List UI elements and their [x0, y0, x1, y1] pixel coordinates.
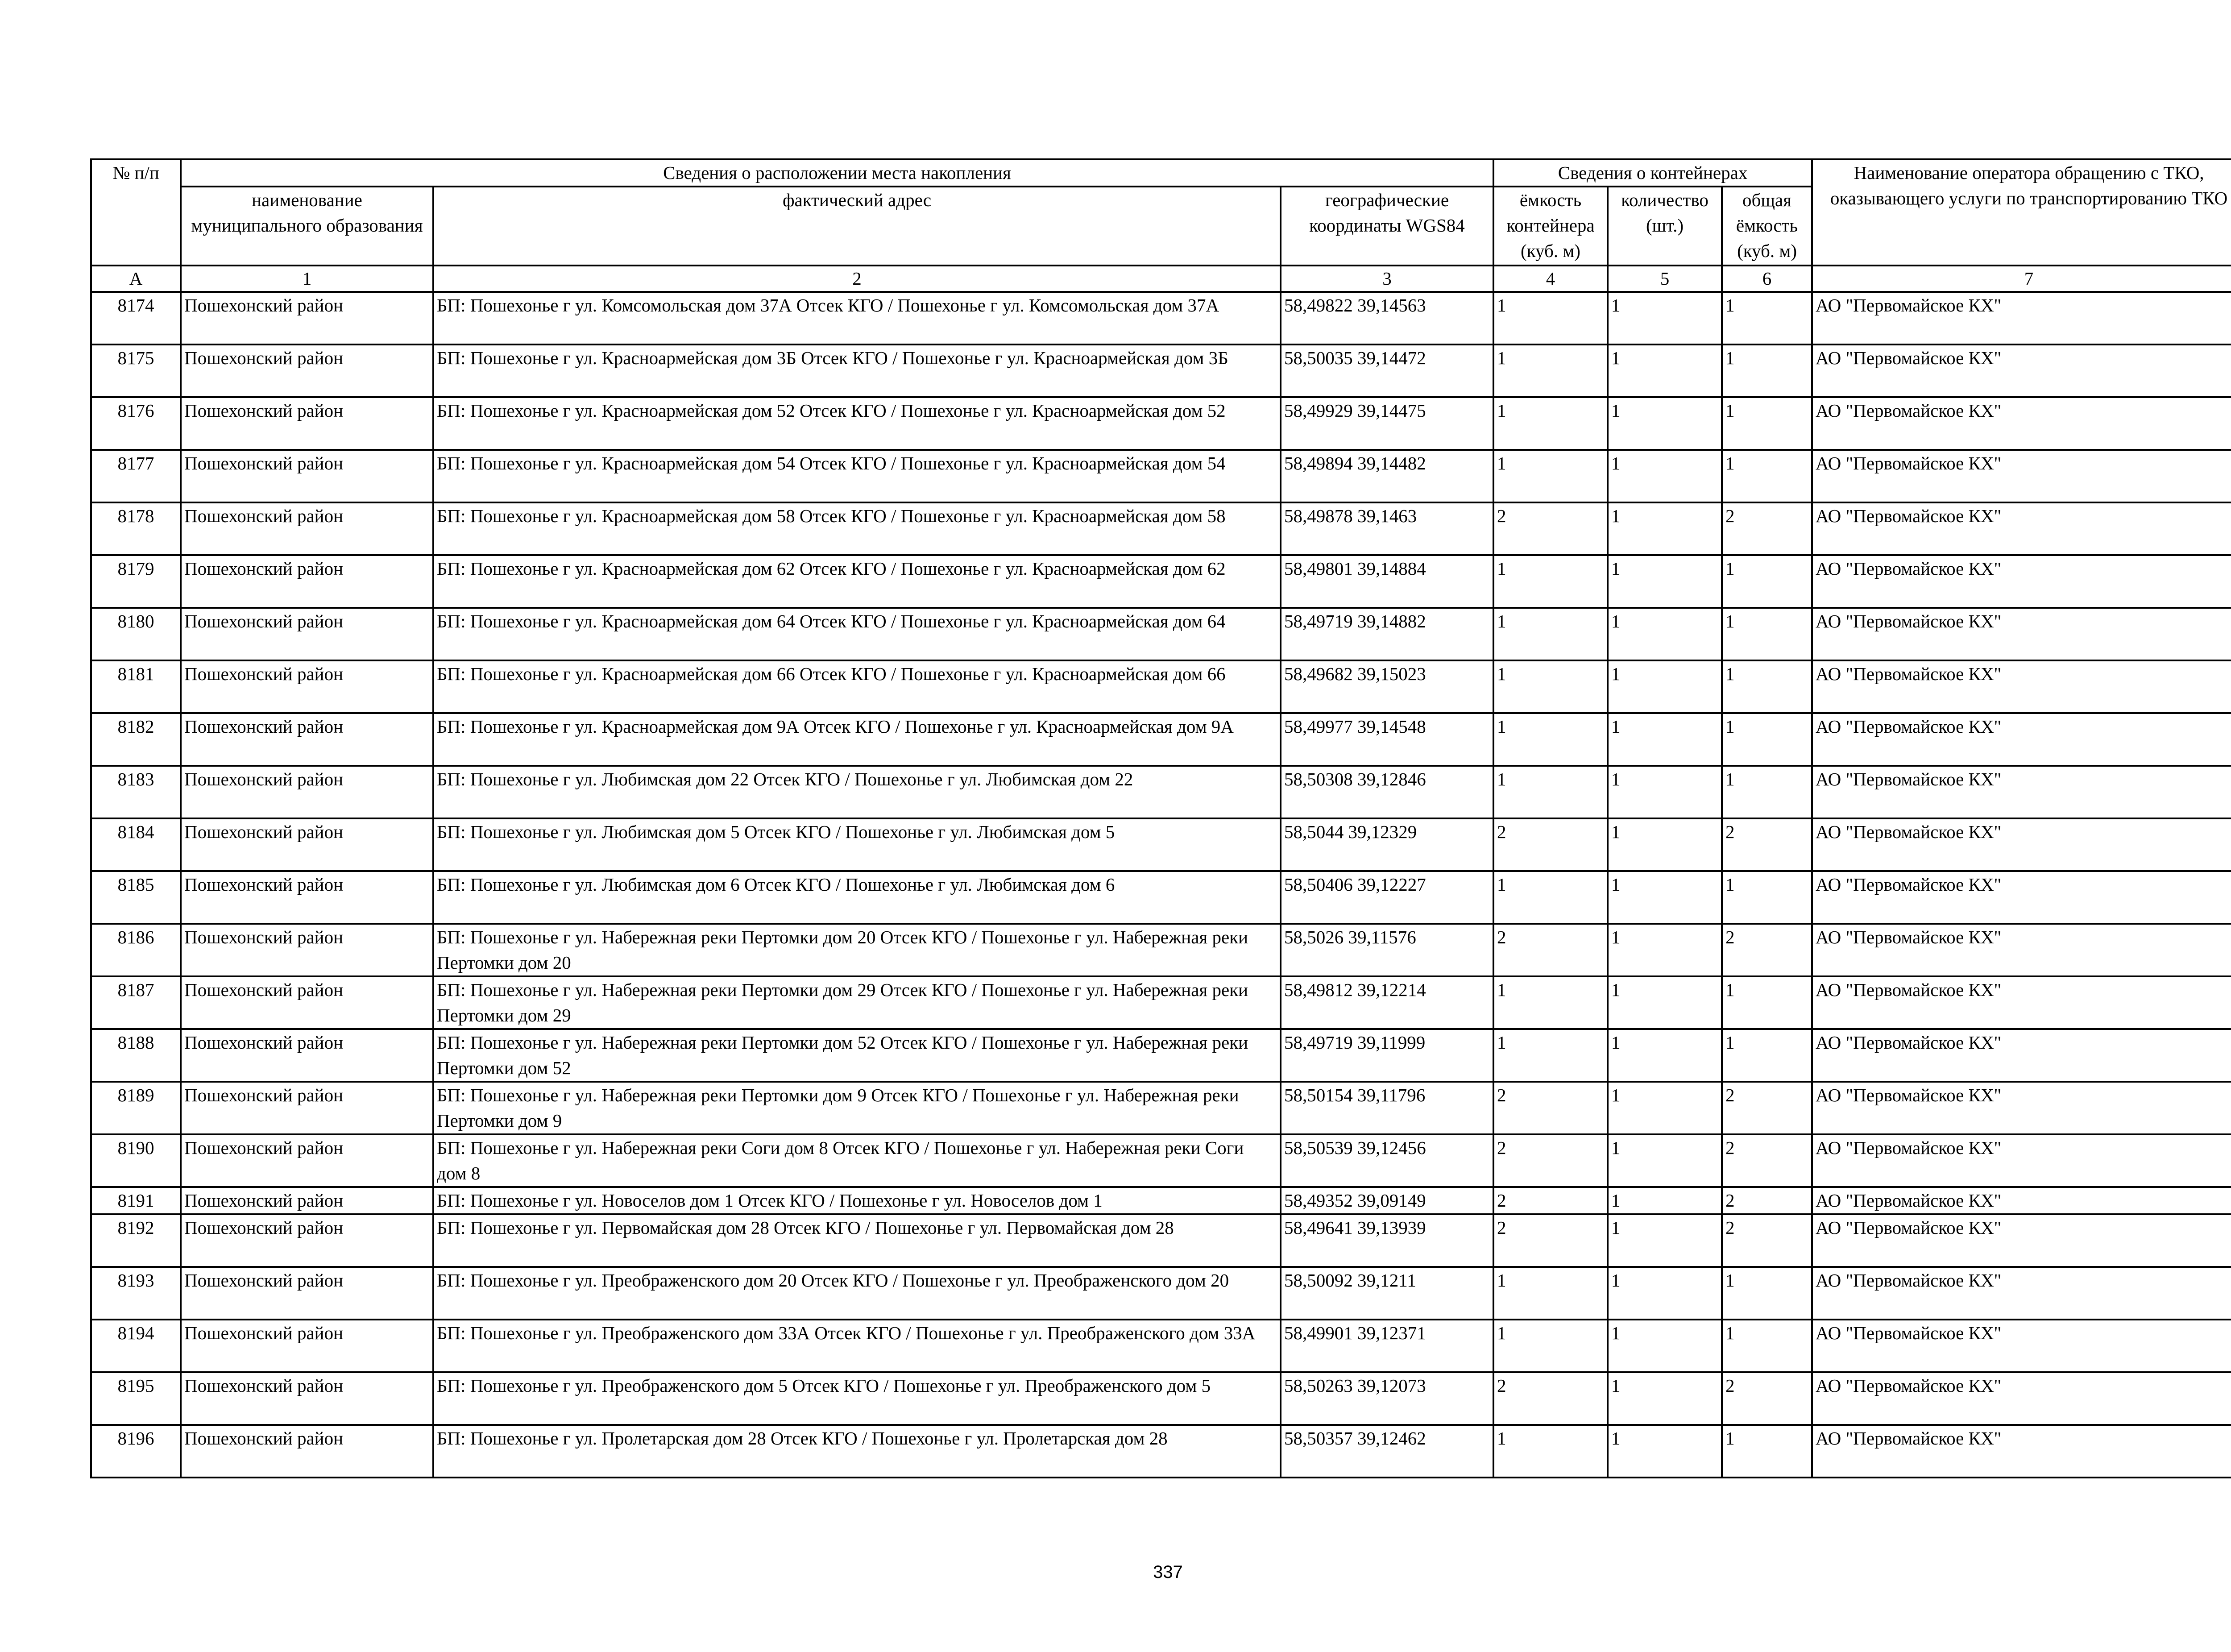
- address-cell: БП: Пошехонье г ул. Первомайская дом 28 Отсек КГО / Пошехонье г ул. Первомайская дом 28: [433, 1214, 1281, 1267]
- row-number: 8193: [91, 1267, 181, 1320]
- row-number: 8194: [91, 1320, 181, 1372]
- municipality-cell: Пошехонский район: [181, 345, 433, 397]
- operator-cell: АО "Первомайское КХ": [1812, 924, 2231, 976]
- row-number: 8180: [91, 608, 181, 660]
- capacity-cell: 2: [1493, 1214, 1608, 1267]
- header-row-number: № п/п: [91, 159, 181, 266]
- total-capacity-cell: 1: [1722, 397, 1812, 450]
- quantity-cell: 1: [1608, 292, 1722, 345]
- coordinates-cell: 58,50154 39,11796: [1281, 1082, 1493, 1134]
- row-number: 8192: [91, 1214, 181, 1267]
- quantity-cell: 1: [1608, 713, 1722, 766]
- column-index: 7: [1812, 266, 2231, 292]
- coordinates-cell: 58,50406 39,12227: [1281, 871, 1493, 924]
- address-cell: БП: Пошехонье г ул. Преображенского дом 5 Отсек КГО / Пошехонье г ул. Преображенского дом 5: [433, 1372, 1281, 1425]
- row-number: 8191: [91, 1187, 181, 1214]
- table-row: [91, 871, 2231, 924]
- total-capacity-cell: 1: [1722, 660, 1812, 713]
- total-capacity-cell: 1: [1722, 713, 1812, 766]
- address-cell: БП: Пошехонье г ул. Красноармейская дом 66 Отсек КГО / Пошехонье г ул. Красноармейская дом 66: [433, 660, 1281, 713]
- column-index: 3: [1281, 266, 1493, 292]
- table-row: [91, 1214, 2231, 1267]
- table-row: [91, 1082, 2231, 1134]
- table-row: [91, 1320, 2231, 1372]
- column-index: 2: [433, 266, 1281, 292]
- quantity-cell: 1: [1608, 345, 1722, 397]
- address-cell: БП: Пошехонье г ул. Красноармейская дом 54 Отсек КГО / Пошехонье г ул. Красноармейская дом 54: [433, 450, 1281, 502]
- address-cell: БП: Пошехонье г ул. Любимская дом 22 Отсек КГО / Пошехонье г ул. Любимская дом 22: [433, 766, 1281, 818]
- total-capacity-cell: 1: [1722, 1320, 1812, 1372]
- table-row: [91, 924, 2231, 976]
- capacity-cell: 1: [1493, 450, 1608, 502]
- municipality-cell: Пошехонский район: [181, 871, 433, 924]
- row-number: 8185: [91, 871, 181, 924]
- municipality-cell: Пошехонский район: [181, 1372, 433, 1425]
- capacity-cell: 2: [1493, 1082, 1608, 1134]
- total-capacity-cell: 2: [1722, 1214, 1812, 1267]
- address-cell: БП: Пошехонье г ул. Любимская дом 6 Отсек КГО / Пошехонье г ул. Любимская дом 6: [433, 871, 1281, 924]
- operator-cell: АО "Первомайское КХ": [1812, 660, 2231, 713]
- quantity-cell: 1: [1608, 924, 1722, 976]
- table-row: [91, 1187, 2231, 1214]
- quantity-cell: 1: [1608, 766, 1722, 818]
- operator-cell: АО "Первомайское КХ": [1812, 976, 2231, 1029]
- municipality-cell: Пошехонский район: [181, 924, 433, 976]
- municipality-cell: Пошехонский район: [181, 818, 433, 871]
- table-row: [91, 502, 2231, 555]
- quantity-cell: 1: [1608, 1267, 1722, 1320]
- operator-cell: АО "Первомайское КХ": [1812, 1372, 2231, 1425]
- operator-cell: АО "Первомайское КХ": [1812, 1082, 2231, 1134]
- capacity-cell: 1: [1493, 976, 1608, 1029]
- row-number: 8184: [91, 818, 181, 871]
- municipality-cell: Пошехонский район: [181, 1267, 433, 1320]
- municipality-cell: Пошехонский район: [181, 713, 433, 766]
- address-cell: БП: Пошехонье г ул. Красноармейская дом 52 Отсек КГО / Пошехонье г ул. Красноармейская дом 52: [433, 397, 1281, 450]
- row-number: 8186: [91, 924, 181, 976]
- quantity-cell: 1: [1608, 1320, 1722, 1372]
- quantity-cell: 1: [1608, 397, 1722, 450]
- capacity-cell: 1: [1493, 1029, 1608, 1082]
- coordinates-cell: 58,49719 39,14882: [1281, 608, 1493, 660]
- quantity-cell: 1: [1608, 1082, 1722, 1134]
- total-capacity-cell: 1: [1722, 976, 1812, 1029]
- coordinates-cell: 58,50263 39,12073: [1281, 1372, 1493, 1425]
- column-index: 1: [181, 266, 433, 292]
- coordinates-cell: 58,49641 39,13939: [1281, 1214, 1493, 1267]
- capacity-cell: 1: [1493, 1320, 1608, 1372]
- quantity-cell: 1: [1608, 1029, 1722, 1082]
- quantity-cell: 1: [1608, 450, 1722, 502]
- coordinates-cell: 58,49719 39,11999: [1281, 1029, 1493, 1082]
- capacity-cell: 2: [1493, 502, 1608, 555]
- total-capacity-cell: 2: [1722, 1134, 1812, 1187]
- capacity-cell: 2: [1493, 818, 1608, 871]
- address-cell: БП: Пошехонье г ул. Новоселов дом 1 Отсек КГО / Пошехонье г ул. Новоселов дом 1: [433, 1187, 1281, 1214]
- capacity-cell: 1: [1493, 713, 1608, 766]
- operator-cell: АО "Первомайское КХ": [1812, 766, 2231, 818]
- quantity-cell: 1: [1608, 976, 1722, 1029]
- address-cell: БП: Пошехонье г ул. Набережная реки Пертомки дом 29 Отсек КГО / Пошехонье г ул. Набережная реки Пертомки дом 29: [433, 976, 1281, 1029]
- coordinates-cell: 58,49977 39,14548: [1281, 713, 1493, 766]
- capacity-cell: 1: [1493, 660, 1608, 713]
- coordinates-cell: 58,50357 39,12462: [1281, 1425, 1493, 1478]
- row-number: 8183: [91, 766, 181, 818]
- coordinates-cell: 58,49822 39,14563: [1281, 292, 1493, 345]
- row-number: 8179: [91, 555, 181, 608]
- capacity-cell: 1: [1493, 292, 1608, 345]
- operator-cell: АО "Первомайское КХ": [1812, 502, 2231, 555]
- address-cell: БП: Пошехонье г ул. Набережная реки Пертомки дом 20 Отсек КГО / Пошехонье г ул. Набережная реки Пертомки дом 20: [433, 924, 1281, 976]
- table-row: [91, 555, 2231, 608]
- operator-cell: АО "Первомайское КХ": [1812, 871, 2231, 924]
- quantity-cell: 1: [1608, 1372, 1722, 1425]
- total-capacity-cell: 1: [1722, 345, 1812, 397]
- operator-cell: АО "Первомайское КХ": [1812, 1267, 2231, 1320]
- municipality-cell: Пошехонский район: [181, 1425, 433, 1478]
- coordinates-cell: 58,49878 39,1463: [1281, 502, 1493, 555]
- total-capacity-cell: 1: [1722, 1267, 1812, 1320]
- table-row: [91, 345, 2231, 397]
- table-row: [91, 713, 2231, 766]
- table-row: [91, 766, 2231, 818]
- header-operator: Наименование оператора обращению с ТКО, оказывающего услуги по транспортированию ТКО: [1812, 159, 2231, 266]
- capacity-cell: 2: [1493, 1134, 1608, 1187]
- coordinates-cell: 58,5026 39,11576: [1281, 924, 1493, 976]
- municipality-cell: Пошехонский район: [181, 502, 433, 555]
- total-capacity-cell: 1: [1722, 1425, 1812, 1478]
- operator-cell: АО "Первомайское КХ": [1812, 1425, 2231, 1478]
- table-row: [91, 976, 2231, 1029]
- table-row: [91, 1134, 2231, 1187]
- municipality-cell: Пошехонский район: [181, 555, 433, 608]
- coordinates-cell: 58,49682 39,15023: [1281, 660, 1493, 713]
- table-row: [91, 397, 2231, 450]
- header-address: фактический адрес: [433, 187, 1281, 266]
- operator-cell: АО "Первомайское КХ": [1812, 818, 2231, 871]
- operator-cell: АО "Первомайское КХ": [1812, 1214, 2231, 1267]
- address-cell: БП: Пошехонье г ул. Любимская дом 5 Отсек КГО / Пошехонье г ул. Любимская дом 5: [433, 818, 1281, 871]
- municipality-cell: Пошехонский район: [181, 608, 433, 660]
- column-index: 5: [1608, 266, 1722, 292]
- total-capacity-cell: 2: [1722, 818, 1812, 871]
- header-capacity: ёмкость контейнера (куб. м): [1493, 187, 1608, 266]
- capacity-cell: 1: [1493, 871, 1608, 924]
- coordinates-cell: 58,49352 39,09149: [1281, 1187, 1493, 1214]
- total-capacity-cell: 2: [1722, 1372, 1812, 1425]
- capacity-cell: 2: [1493, 1372, 1608, 1425]
- operator-cell: АО "Первомайское КХ": [1812, 1187, 2231, 1214]
- operator-cell: АО "Первомайское КХ": [1812, 1320, 2231, 1372]
- capacity-cell: 1: [1493, 608, 1608, 660]
- row-number: 8190: [91, 1134, 181, 1187]
- quantity-cell: 1: [1608, 1425, 1722, 1478]
- page-number: 337: [1153, 1562, 1183, 1582]
- operator-cell: АО "Первомайское КХ": [1812, 450, 2231, 502]
- table-row: [91, 1267, 2231, 1320]
- capacity-cell: 2: [1493, 1187, 1608, 1214]
- coordinates-cell: 58,50308 39,12846: [1281, 766, 1493, 818]
- header-quantity: количество (шт.): [1608, 187, 1722, 266]
- coordinates-cell: 58,50092 39,1211: [1281, 1267, 1493, 1320]
- row-number: 8187: [91, 976, 181, 1029]
- column-index: 6: [1722, 266, 1812, 292]
- table-row: [91, 450, 2231, 502]
- operator-cell: АО "Первомайское КХ": [1812, 555, 2231, 608]
- municipality-cell: Пошехонский район: [181, 1082, 433, 1134]
- total-capacity-cell: 1: [1722, 450, 1812, 502]
- table-row: [91, 1425, 2231, 1478]
- row-number: 8175: [91, 345, 181, 397]
- header-coordinates: географические координаты WGS84: [1281, 187, 1493, 266]
- total-capacity-cell: 2: [1722, 1082, 1812, 1134]
- column-index: 4: [1493, 266, 1608, 292]
- quantity-cell: 1: [1608, 1187, 1722, 1214]
- address-cell: БП: Пошехонье г ул. Красноармейская дом 3Б Отсек КГО / Пошехонье г ул. Красноармейская дом 3Б: [433, 345, 1281, 397]
- column-index: А: [91, 266, 181, 292]
- coordinates-cell: 58,49901 39,12371: [1281, 1320, 1493, 1372]
- table-row: [91, 660, 2231, 713]
- quantity-cell: 1: [1608, 608, 1722, 660]
- total-capacity-cell: 1: [1722, 292, 1812, 345]
- capacity-cell: 1: [1493, 397, 1608, 450]
- municipality-cell: Пошехонский район: [181, 292, 433, 345]
- total-capacity-cell: 1: [1722, 608, 1812, 660]
- coordinates-cell: 58,49812 39,12214: [1281, 976, 1493, 1029]
- coordinates-cell: 58,49929 39,14475: [1281, 397, 1493, 450]
- operator-cell: АО "Первомайское КХ": [1812, 397, 2231, 450]
- coordinates-cell: 58,49894 39,14482: [1281, 450, 1493, 502]
- municipality-cell: Пошехонский район: [181, 976, 433, 1029]
- total-capacity-cell: 1: [1722, 871, 1812, 924]
- operator-cell: АО "Первомайское КХ": [1812, 1029, 2231, 1082]
- quantity-cell: 1: [1608, 818, 1722, 871]
- table-row: [91, 1029, 2231, 1082]
- header-municipality: наименование муниципального образования: [181, 187, 433, 266]
- row-number: 8189: [91, 1082, 181, 1134]
- table-row: [91, 292, 2231, 345]
- total-capacity-cell: 2: [1722, 1187, 1812, 1214]
- coordinates-cell: 58,49801 39,14884: [1281, 555, 1493, 608]
- row-number: 8196: [91, 1425, 181, 1478]
- row-number: 8176: [91, 397, 181, 450]
- municipality-cell: Пошехонский район: [181, 1320, 433, 1372]
- total-capacity-cell: 1: [1722, 1029, 1812, 1082]
- operator-cell: АО "Первомайское КХ": [1812, 1134, 2231, 1187]
- address-cell: БП: Пошехонье г ул. Преображенского дом 20 Отсек КГО / Пошехонье г ул. Преображенского дом 20: [433, 1267, 1281, 1320]
- row-number: 8182: [91, 713, 181, 766]
- capacity-cell: 1: [1493, 766, 1608, 818]
- address-cell: БП: Пошехонье г ул. Красноармейская дом 64 Отсек КГО / Пошехонье г ул. Красноармейская дом 64: [433, 608, 1281, 660]
- municipality-cell: Пошехонский район: [181, 1134, 433, 1187]
- operator-cell: АО "Первомайское КХ": [1812, 713, 2231, 766]
- table-row: [91, 1372, 2231, 1425]
- row-number: 8178: [91, 502, 181, 555]
- total-capacity-cell: 1: [1722, 555, 1812, 608]
- row-number: 8181: [91, 660, 181, 713]
- address-cell: БП: Пошехонье г ул. Набережная реки Пертомки дом 52 Отсек КГО / Пошехонье г ул. Набережная реки Пертомки дом 52: [433, 1029, 1281, 1082]
- operator-cell: АО "Первомайское КХ": [1812, 345, 2231, 397]
- total-capacity-cell: 2: [1722, 502, 1812, 555]
- address-cell: БП: Пошехонье г ул. Красноармейская дом 9А Отсек КГО / Пошехонье г ул. Красноармейская дом 9А: [433, 713, 1281, 766]
- quantity-cell: 1: [1608, 1214, 1722, 1267]
- municipality-cell: Пошехонский район: [181, 1187, 433, 1214]
- total-capacity-cell: 2: [1722, 924, 1812, 976]
- municipality-cell: Пошехонский район: [181, 450, 433, 502]
- quantity-cell: 1: [1608, 1134, 1722, 1187]
- municipality-cell: Пошехонский район: [181, 766, 433, 818]
- operator-cell: АО "Первомайское КХ": [1812, 292, 2231, 345]
- row-number: 8195: [91, 1372, 181, 1425]
- municipality-cell: Пошехонский район: [181, 397, 433, 450]
- coordinates-cell: 58,50539 39,12456: [1281, 1134, 1493, 1187]
- capacity-cell: 1: [1493, 345, 1608, 397]
- quantity-cell: 1: [1608, 555, 1722, 608]
- capacity-cell: 1: [1493, 1267, 1608, 1320]
- coordinates-cell: 58,5044 39,12329: [1281, 818, 1493, 871]
- row-number: 8174: [91, 292, 181, 345]
- capacity-cell: 1: [1493, 555, 1608, 608]
- table-row: [91, 608, 2231, 660]
- quantity-cell: 1: [1608, 660, 1722, 713]
- municipality-cell: Пошехонский район: [181, 660, 433, 713]
- row-number: 8188: [91, 1029, 181, 1082]
- row-number: 8177: [91, 450, 181, 502]
- header-location-group: Сведения о расположении места накопления: [181, 159, 1493, 187]
- address-cell: БП: Пошехонье г ул. Пролетарская дом 28 Отсек КГО / Пошехонье г ул. Пролетарская дом 28: [433, 1425, 1281, 1478]
- header-containers-group: Сведения о контейнерах: [1493, 159, 1812, 187]
- address-cell: БП: Пошехонье г ул. Набережная реки Соги дом 8 Отсек КГО / Пошехонье г ул. Набережная реки Соги дом 8: [433, 1134, 1281, 1187]
- address-cell: БП: Пошехонье г ул. Красноармейская дом 58 Отсек КГО / Пошехонье г ул. Красноармейская дом 58: [433, 502, 1281, 555]
- capacity-cell: 1: [1493, 1425, 1608, 1478]
- quantity-cell: 1: [1608, 502, 1722, 555]
- registry-table: [90, 158, 2231, 1478]
- address-cell: БП: Пошехонье г ул. Комсомольская дом 37А Отсек КГО / Пошехонье г ул. Комсомольская дом 37А: [433, 292, 1281, 345]
- municipality-cell: Пошехонский район: [181, 1214, 433, 1267]
- table-row: [91, 818, 2231, 871]
- address-cell: БП: Пошехонье г ул. Преображенского дом 33А Отсек КГО / Пошехонье г ул. Преображенского дом 33А: [433, 1320, 1281, 1372]
- address-cell: БП: Пошехонье г ул. Набережная реки Пертомки дом 9 Отсек КГО / Пошехонье г ул. Набережная реки Пертомки дом 9: [433, 1082, 1281, 1134]
- capacity-cell: 2: [1493, 924, 1608, 976]
- quantity-cell: 1: [1608, 871, 1722, 924]
- coordinates-cell: 58,50035 39,14472: [1281, 345, 1493, 397]
- header-total-capacity: общая ёмкость (куб. м): [1722, 187, 1812, 266]
- municipality-cell: Пошехонский район: [181, 1029, 433, 1082]
- total-capacity-cell: 1: [1722, 766, 1812, 818]
- address-cell: БП: Пошехонье г ул. Красноармейская дом 62 Отсек КГО / Пошехонье г ул. Красноармейская дом 62: [433, 555, 1281, 608]
- operator-cell: АО "Первомайское КХ": [1812, 608, 2231, 660]
